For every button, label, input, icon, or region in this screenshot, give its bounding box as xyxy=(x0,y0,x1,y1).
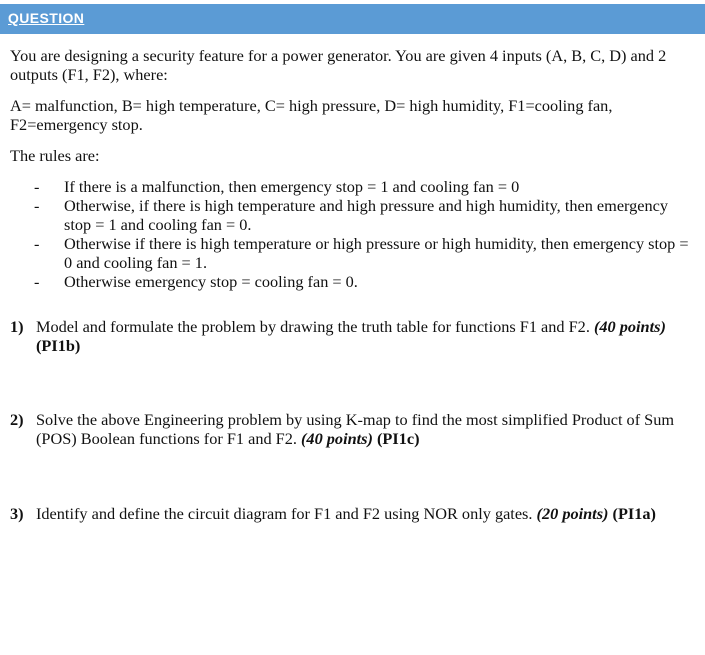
question-points: (20 points) xyxy=(536,504,609,523)
rules-intro: The rules are: xyxy=(10,146,100,165)
question-points: (40 points) xyxy=(301,429,373,448)
question-number: 2) xyxy=(10,410,24,429)
question-code: (PI1a) xyxy=(612,504,656,523)
questions-list xyxy=(10,317,695,523)
rule-text: Otherwise emergency stop = cooling fan = 0. xyxy=(64,272,358,291)
rule-dash: - xyxy=(34,196,40,215)
question-item-3 xyxy=(10,504,695,523)
rule-dash: - xyxy=(34,177,40,196)
question-code: (PI1c) xyxy=(377,429,420,448)
rule-text: Otherwise, if there is high temperature and high pressure and high humidity, then emergency stop = 1 and cooling fan = 0. xyxy=(64,196,669,234)
question-code: (PI1b) xyxy=(36,336,81,355)
question-text: Solve the above Engineering problem by using K-map to find the most simplified Product of Sum (POS) Boolean functions for F1 and F2. xyxy=(36,410,675,448)
rule-dash: - xyxy=(34,272,40,291)
definitions-paragraph: A= malfunction, B= high temperature, C= high pressure, D= high humidity, F1=cooling fan, F2=emergency stop. xyxy=(10,96,613,134)
rule-item xyxy=(34,272,695,291)
question-header-bar xyxy=(0,4,705,34)
rule-text: Otherwise if there is high temperature or high pressure or high humidity, then emergency stop = 0 and cooling fan = 1. xyxy=(64,234,689,272)
question-content xyxy=(10,46,695,523)
rules-list xyxy=(10,177,695,291)
question-number: 1) xyxy=(10,317,24,336)
question-points: (40 points) xyxy=(593,317,666,336)
rule-item xyxy=(34,196,695,234)
question-item-2 xyxy=(10,410,695,448)
rule-item xyxy=(34,234,695,272)
rule-text: If there is a malfunction, then emergency stop = 1 and cooling fan = 0 xyxy=(64,177,520,196)
question-text: Identify and define the circuit diagram for F1 and F2 using NOR only gates. xyxy=(36,504,533,523)
intro-paragraph: You are designing a security feature for a power generator. You are given 4 inputs (A, B, C, D) and 2 outputs (F1, F2), where: xyxy=(10,46,667,84)
question-text: Model and formulate the problem by drawing the truth table for functions F1 and F2. xyxy=(36,317,590,336)
rule-dash: - xyxy=(34,234,40,253)
question-header-label: QUESTION xyxy=(8,10,85,26)
question-number: 3) xyxy=(10,504,24,523)
question-item-1 xyxy=(10,317,695,355)
rule-item xyxy=(34,177,695,196)
